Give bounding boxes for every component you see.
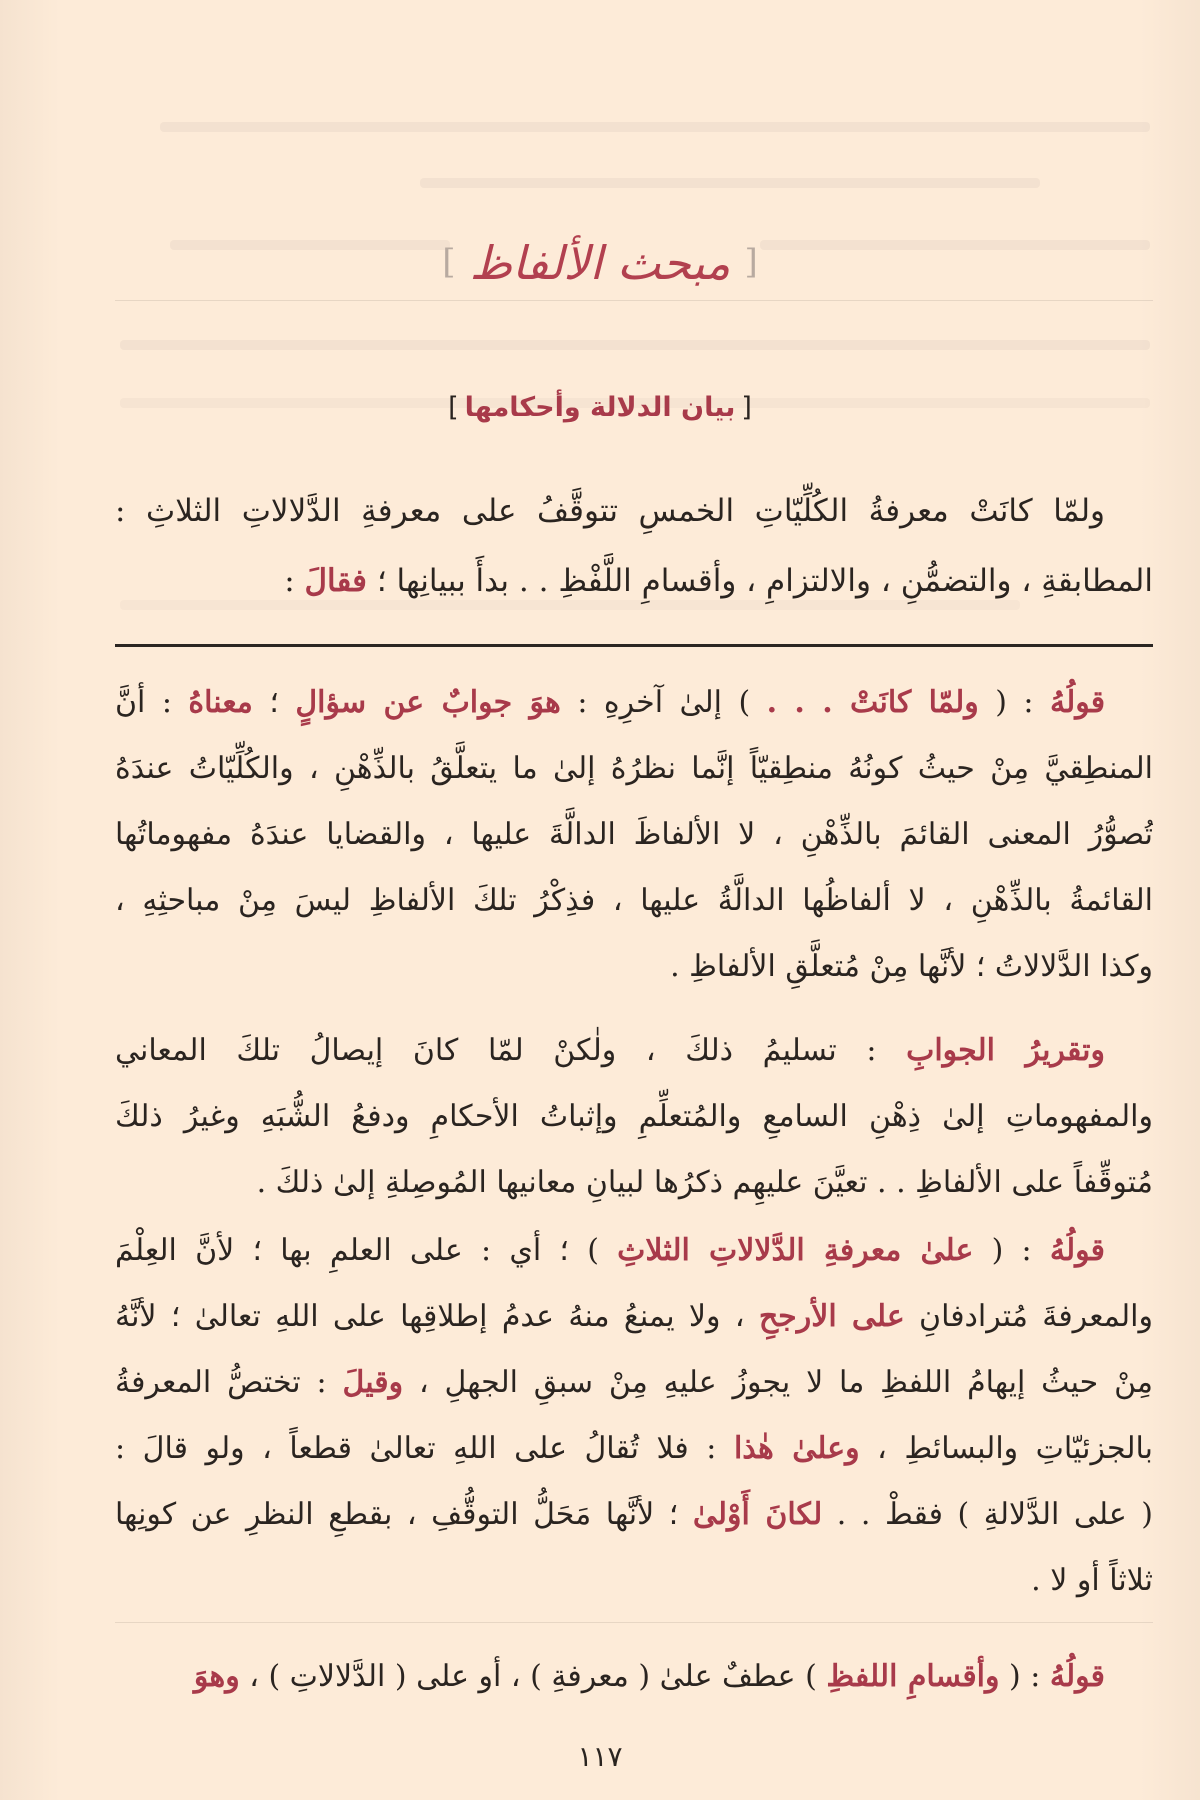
text-segment: ولمّا كانَتْ معرفةُ الكُلِّيّاتِ الخمسِ تتوقَّفُ على معرفةِ الدَّلالاتِ الثلاثِ : — [115, 493, 1105, 529]
highlighted-term: قولُهُ — [1049, 685, 1106, 720]
text-line — [115, 1644, 1153, 1710]
text-line — [115, 736, 1153, 802]
highlighted-term: وتقريرُ الجوابِ — [906, 1033, 1106, 1068]
text-line — [115, 1284, 1153, 1350]
text-segment: ) عطفٌ علىٰ ( معرفةِ ) ، أو على ( الدَّلالاتِ ) ، — [239, 1659, 827, 1694]
show-through-mark — [160, 122, 1150, 132]
text-segment: ) إلىٰ آخرِهِ : — [560, 685, 767, 720]
commentary-paragraph — [115, 1018, 1153, 1216]
section-title — [0, 388, 1200, 428]
highlighted-term: قولُهُ — [1049, 1233, 1105, 1268]
text-segment: والمفهوماتِ إلىٰ ذِهْنِ السامعِ والمُتعلِّمِ وإثباتُ الأحكامِ ودفعُ الشُّبَهِ وغيرُ ذلكَ — [115, 1099, 1153, 1134]
text-segment: مِنْ حيثُ إيهامُ اللفظِ ما لا يجوزُ عليهِ مِنْ سبقِ الجهلِ ، — [403, 1365, 1153, 1400]
text-line — [115, 1482, 1153, 1548]
commentary-paragraph — [115, 1644, 1153, 1710]
text-segment: : — [284, 563, 305, 599]
main-text — [115, 476, 1153, 616]
text-segment: القائمةُ بالذِّهْنِ ، لا ألفاظُها الدالَّةُ عليها ، فذِكْرُ تلكَ الألفاظِ ليسَ مِنْ مباحثِهِ ، — [115, 883, 1153, 918]
highlighted-term: وأقسامِ اللفظِ — [826, 1659, 1000, 1694]
text-line — [115, 1150, 1153, 1216]
text-segment: تُصوُّرُ المعنى القائمَ بالذِّهْنِ ، لا الألفاظَ الدالَّةَ عليها ، والقضايا عندَهُ مفهوماتُها — [115, 817, 1153, 852]
text-segment: : فلا تُقالُ على اللهِ تعالىٰ قطعاً ، ولو قالَ : — [115, 1431, 734, 1466]
text-line — [115, 670, 1153, 736]
chapter-title-text: مبحث الألفاظ — [469, 236, 731, 290]
highlighted-term: علىٰ معرفةِ الدَّلالاتِ الثلاثِ — [617, 1233, 974, 1268]
text-segment: وكذا الدَّلالاتُ ؛ لأنَّها مِنْ مُتعلَّقِ الألفاظِ . — [670, 949, 1153, 984]
text-segment: مُتوقِّفاً على الألفاظِ . . تعيَّنَ عليهِم ذكرُها لبيانِ معانيها المُوصِلةِ إلىٰ ذلكَ . — [256, 1165, 1153, 1200]
text-segment: ؛ — [252, 685, 296, 720]
highlighted-term: لكانَ أَوْلىٰ — [692, 1497, 823, 1532]
text-segment: ) ؛ أي : على العلمِ بها ؛ لأنَّ العِلْمَ — [115, 1233, 618, 1268]
text-segment: : تختصُّ المعرفةُ — [115, 1365, 343, 1400]
text-segment: المطابقةِ ، والتضمُّنِ ، والالتزامِ ، وأقسامِ اللَّفْظِ . . بدأَ ببيانِها ؛ — [366, 563, 1153, 599]
highlighted-term: معناهُ — [188, 685, 253, 720]
highlighted-term: على الأرجحِ — [758, 1299, 905, 1334]
text-line — [115, 1018, 1153, 1084]
text-line — [115, 802, 1153, 868]
text-segment: بالجزئيّاتِ والبسائطِ ، — [859, 1431, 1153, 1466]
chapter-bracket-open: [ — [744, 242, 758, 282]
text-segment: والمعرفةَ مُترادفانِ — [904, 1299, 1153, 1334]
highlighted-term: وقيلَ — [342, 1365, 404, 1400]
text-line — [115, 476, 1153, 546]
show-through-rule — [115, 300, 1153, 301]
commentary-paragraph — [115, 1218, 1153, 1614]
text-segment: : تسليمُ ذلكَ ، ولٰكنْ لمّا كانَ إيصالُ تلكَ المعاني — [115, 1033, 907, 1068]
text-segment: ( على الدَّلالةِ ) فقطْ . . — [822, 1497, 1153, 1532]
text-line — [115, 1218, 1153, 1284]
text-separator-line — [115, 644, 1153, 647]
page-number: ١١٧ — [577, 1740, 623, 1773]
section-bracket-close: ] — [448, 392, 459, 423]
section-title-text: بيان الدلالة وأحكامها — [464, 392, 736, 423]
section-bracket-open: [ — [741, 392, 752, 423]
text-segment: ؛ لأنَّها مَحَلُّ التوقُّفِ ، بقطعِ النظرِ عن كونِها — [115, 1497, 693, 1532]
text-segment: ثلاثاً أو لا . — [1031, 1563, 1153, 1598]
text-segment: : ( — [978, 685, 1050, 720]
highlighted-term: وعلىٰ هٰذا — [733, 1431, 860, 1466]
highlighted-term: فقالَ — [304, 563, 367, 599]
text-line — [115, 1548, 1153, 1614]
chapter-title — [0, 232, 1200, 293]
text-segment: : أنَّ — [115, 685, 189, 720]
text-segment: : ( — [973, 1233, 1050, 1268]
highlighted-term: هوَ جوابٌ عن سؤالٍ — [295, 685, 561, 720]
chapter-bracket-close: ] — [442, 242, 456, 282]
text-line — [115, 1416, 1153, 1482]
highlighted-term: ولمّا كانَتْ . . . — [766, 685, 979, 720]
text-line — [115, 546, 1153, 616]
text-line — [115, 868, 1153, 934]
commentary-paragraph — [115, 670, 1153, 1000]
text-segment: : ( — [999, 1659, 1050, 1694]
show-through-mark — [120, 340, 1150, 350]
text-segment: ، ولا يمنعُ منهُ عدمُ إطلاقِها على اللهِ تعالىٰ ؛ لأنَّهُ — [115, 1299, 759, 1334]
show-through-mark — [420, 178, 1040, 188]
show-through-rule — [115, 1622, 1153, 1623]
text-line — [115, 1350, 1153, 1416]
text-line — [115, 1084, 1153, 1150]
text-line — [115, 934, 1153, 1000]
highlighted-term: وهوَ — [193, 1659, 240, 1694]
text-segment: المنطِقيَّ مِنْ حيثُ كونُهُ منطِقيّاً إنَّما نظرُهُ إلىٰ ما يتعلَّقُ بالذِّهْنِ ، والكُلِّيّاتُ عندَهُ — [115, 751, 1153, 786]
highlighted-term: قولُهُ — [1049, 1659, 1105, 1694]
